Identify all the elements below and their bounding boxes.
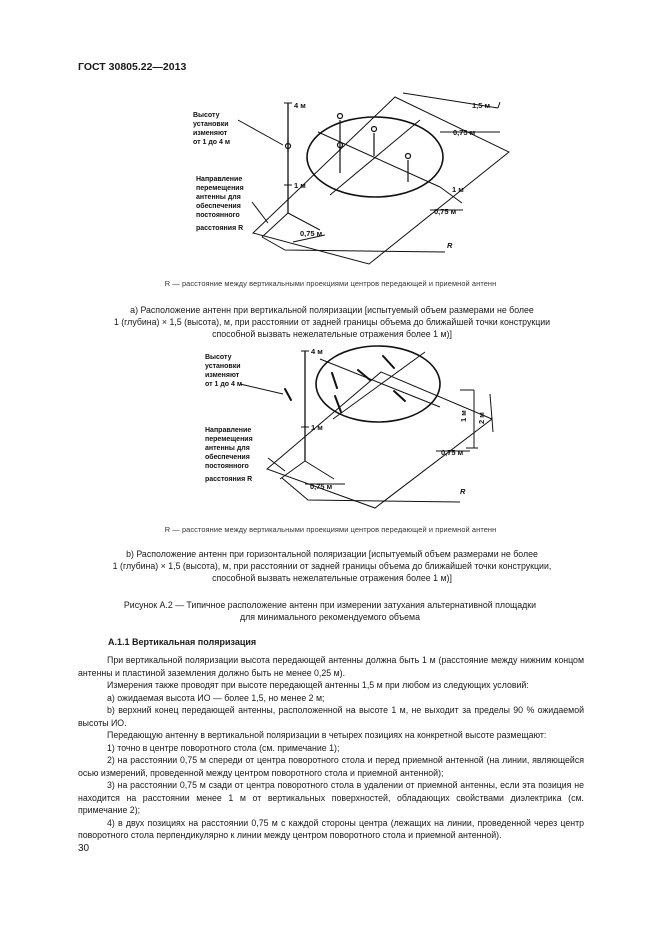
label-direction-line6: расстояния R — [196, 225, 244, 232]
label-direction-line5: постоянного — [196, 212, 240, 219]
section-body — [78, 654, 584, 842]
paragraph: Измерения также проводят при высоте передающей антенны 1,5 м при любом из следующих условий: — [107, 680, 529, 690]
figure-a-caption — [92, 304, 572, 340]
paragraph: b) верхний конец передающей антенны, расположенной на высоте 1 м, не выходит за пределы 90 % ожидаемой высоты ИО. — [78, 705, 584, 728]
label-height-line2: установки — [205, 363, 241, 370]
caption-line: 1 (глубина) × 1,5 (высота), м, при расстоянии от задней границы объема до ближайшей точки конструкции — [113, 317, 551, 327]
caption-line: b) Расположение антенн при горизонтальной поляризации [испытуемый объем размерами не более — [126, 549, 538, 559]
caption-line: способной вызвать нежелательные отражения более 1 м)] — [212, 329, 452, 339]
caption-line: а) Расположение антенн при вертикальной поляризации [испытуемый объем размерами не более — [130, 305, 534, 315]
dim-1m-side: 1 м — [452, 185, 464, 194]
dim-0-75m-top: 0,75 м — [453, 128, 476, 137]
dim-0-75m-bottom: 0,75 м — [300, 229, 323, 238]
label-height-line3: изменяют — [205, 372, 240, 379]
label-height-line1: Высоту — [193, 112, 220, 119]
paragraph: При вертикальной поляризации высота передающей антенны должна быть 1 м (расстояние между нижним концом антенны и пластиной заземления должно быть не менее 0,25 м). — [78, 655, 584, 678]
label-height-line4: от 1 до 4 м — [193, 139, 230, 146]
document-header: ГОСТ 30805.22—2013 — [78, 61, 187, 73]
label-direction-line2: перемещения — [196, 185, 244, 192]
dim-R: R — [447, 241, 453, 250]
figure-title — [80, 599, 580, 623]
label-direction-line5: постоянного — [205, 463, 249, 470]
label-direction-line2: перемещения — [205, 436, 253, 443]
figure-b — [0, 344, 661, 519]
dim-R: R — [460, 487, 466, 496]
dim-1m-side: 1 м — [459, 410, 468, 422]
section-title: А.1.1 Вертикальная поляризация — [108, 637, 257, 647]
label-direction-line4: обеспечения — [205, 454, 250, 461]
dim-0-75m-side: 0,75 м — [441, 448, 464, 457]
label-height-line3: изменяют — [193, 130, 228, 137]
paragraph: Передающую антенну в вертикальной поляризации в четырех позициях на конкретной высоте размещают: — [107, 730, 547, 740]
label-direction-line6: расстояния R — [205, 476, 253, 483]
figure-a-drawing — [0, 90, 661, 275]
paragraph: а) ожидаемая высота ИО — более 1,5, но менее 2 м; — [107, 692, 325, 703]
page-number: 30 — [78, 843, 90, 854]
dim-4m: 4 м — [311, 347, 323, 356]
figure-b-caption — [92, 548, 572, 584]
caption-line: способной вызвать нежелательные отражения более 1 м)] — [212, 573, 452, 583]
dim-4m: 4 м — [294, 101, 306, 110]
label-height-line4: от 1 до 4 м — [205, 381, 242, 388]
dim-1m-mast: 1 м — [311, 423, 323, 432]
dim-0-75m-bottom: 0,75 м — [310, 482, 333, 491]
figure-a-note: R — расстояние между вертикальными проекциями центров передающей и приемной антенн — [164, 279, 497, 288]
figure-a — [0, 90, 661, 275]
paragraph: 4) в двух позициях на расстоянии 0,75 м с каждой стороны центра (лежащих на линии, проведенной через центр поворотного стола перпендикулярно к линии между центром поворотного стола и приемной антенной). — [78, 817, 584, 840]
figure-title-line: Рисунок А.2 — Типичное расположение антенн при измерении затухания альтернативной площадки — [123, 600, 537, 610]
label-height-line2: установки — [193, 121, 229, 128]
caption-line: 1 (глубина) × 1,5 (высота), м, при расстоянии от задней границы объема до ближайшей точки конструкции, — [112, 561, 552, 571]
dim-1-5m: 1,5 м — [472, 101, 491, 110]
figure-title-line: для минимального рекомендуемого объема — [240, 612, 420, 622]
paragraph: 3) на расстоянии 0,75 м сзади от центра поворотного стола в удалении от приемной антенны, если эта позиция не находится на расстоянии менее 1 м от вертикальных поверхностей, обладающих свойствами диэлектрика (см. примечание 2); — [78, 780, 584, 815]
label-direction-line1: Направление — [196, 176, 243, 183]
dim-2m: 2 м — [477, 412, 486, 424]
dim-1m-mast: 1 м — [294, 181, 306, 190]
paragraph: 2) на расстоянии 0,75 м спереди от центра поворотного стола и перед приемной антенной (на линии, являющейся осью измерений, проведенной между центром поворотного стола и приемной антенной); — [78, 755, 584, 778]
figure-b-note: R — расстояние между вертикальными проекциями центров передающей и приемной антенн — [164, 525, 497, 534]
label-direction-line3: антенны для — [196, 194, 241, 201]
paragraph: 1) точно в центре поворотного стола (см. примечание 1); — [107, 742, 340, 753]
label-direction-line4: обеспечения — [196, 203, 241, 210]
label-height-line1: Высоту — [205, 354, 232, 361]
figure-b-drawing — [0, 344, 661, 519]
label-direction-line1: Направление — [205, 427, 252, 434]
label-direction-line3: антенны для — [205, 445, 250, 452]
dim-0-75m-side: 0,75 м — [434, 207, 457, 216]
